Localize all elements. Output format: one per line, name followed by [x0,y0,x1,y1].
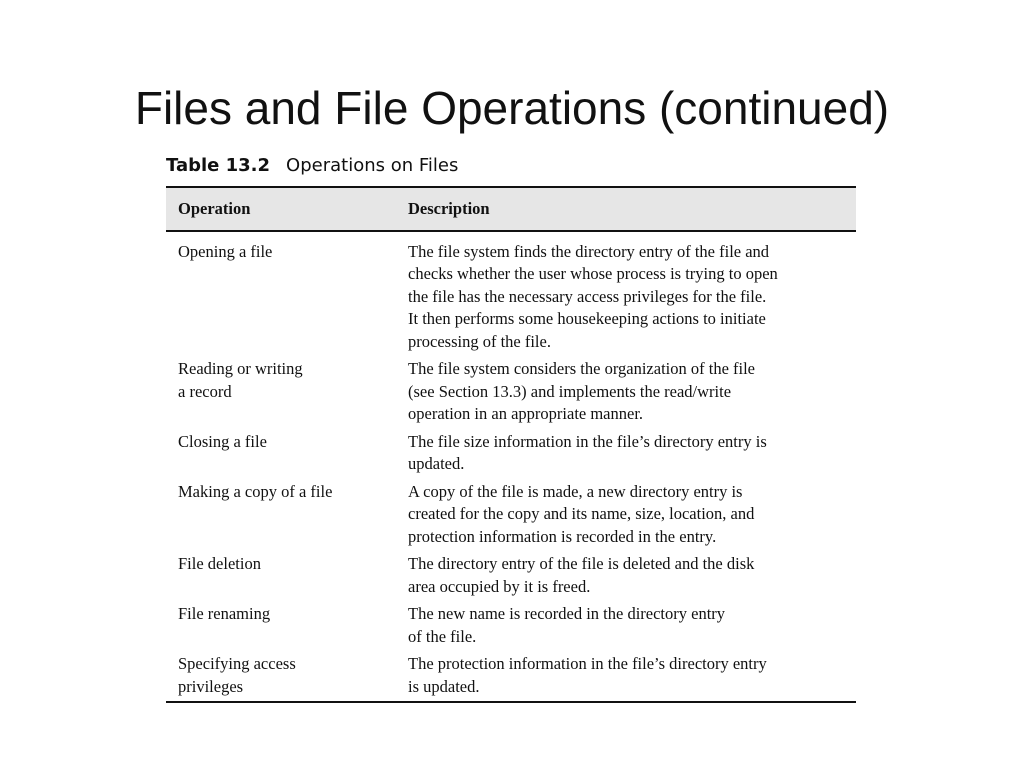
description-line: operation in an appropriate manner. [408,404,644,423]
table-row [166,431,856,481]
operation-line: File deletion [178,554,261,573]
table-row [166,481,856,554]
table-caption [166,152,458,180]
operation-cell [166,653,396,702]
header-row [166,187,856,231]
operation-line: Specifying access [178,654,296,673]
description-cell [396,431,856,481]
description-cell [396,231,856,359]
operation-line: a record [178,381,232,401]
operation-line: Opening a file [178,241,273,261]
description-line: A copy of the file is made, a new directory entry is [408,481,743,501]
table-row [166,603,856,653]
description-line: area occupied by it is freed. [408,576,591,596]
operation-line: Reading or writing [178,359,303,378]
table-row [166,358,856,431]
description-line: The new name is recorded in the directory entry [408,604,726,623]
description-line: updated. [408,454,465,473]
operation-line: Making a copy of a file [178,481,333,501]
description-cell [396,653,856,702]
description-line: It then performs some housekeeping actions to initiate [408,309,766,328]
operation-cell [166,603,396,653]
description-line: processing of the file. [408,331,551,351]
header-operation: Operation [166,187,396,231]
table-row [166,653,856,702]
description-line: checks whether the user whose process is trying to open [408,264,778,283]
table-caption-number: Table 13.2 [166,155,271,176]
description-line: The directory entry of the file is deleted and the disk [408,554,755,573]
table-body [166,231,856,703]
table-row [166,231,856,359]
operation-cell [166,231,396,359]
description-line: is updated. [408,676,480,696]
description-cell [396,481,856,554]
description-line: The file system finds the directory entry of the file and [408,241,770,261]
description-cell [396,553,856,603]
table-row [166,553,856,603]
operation-line: Closing a file [178,431,267,451]
operation-line: privileges [178,676,244,696]
table-caption-title: Operations on Files [286,155,459,176]
description-line: (see Section 13.3) and implements the read/write [408,381,732,401]
operations-table [166,186,856,703]
description-line: protection information is recorded in the entry. [408,526,717,546]
description-line: the file has the necessary access privileges for the file. [408,286,767,306]
description-cell [396,603,856,653]
operation-cell [166,431,396,481]
operation-cell [166,481,396,554]
description-line: of the file. [408,626,477,646]
operations-table-container [166,186,856,703]
operation-line: File renaming [178,604,271,623]
description-cell [396,358,856,431]
operation-cell [166,553,396,603]
description-line: The file system considers the organization of the file [408,359,756,378]
description-line: The protection information in the file’s directory entry [408,654,767,673]
slide-title: Files and File Operations (continued) [134,82,890,134]
table-header [166,187,856,231]
description-line: created for the copy and its name, size, location, and [408,504,755,523]
header-description: Description [396,187,856,231]
description-line: The file size information in the file’s directory entry is [408,431,767,451]
operation-cell [166,358,396,431]
